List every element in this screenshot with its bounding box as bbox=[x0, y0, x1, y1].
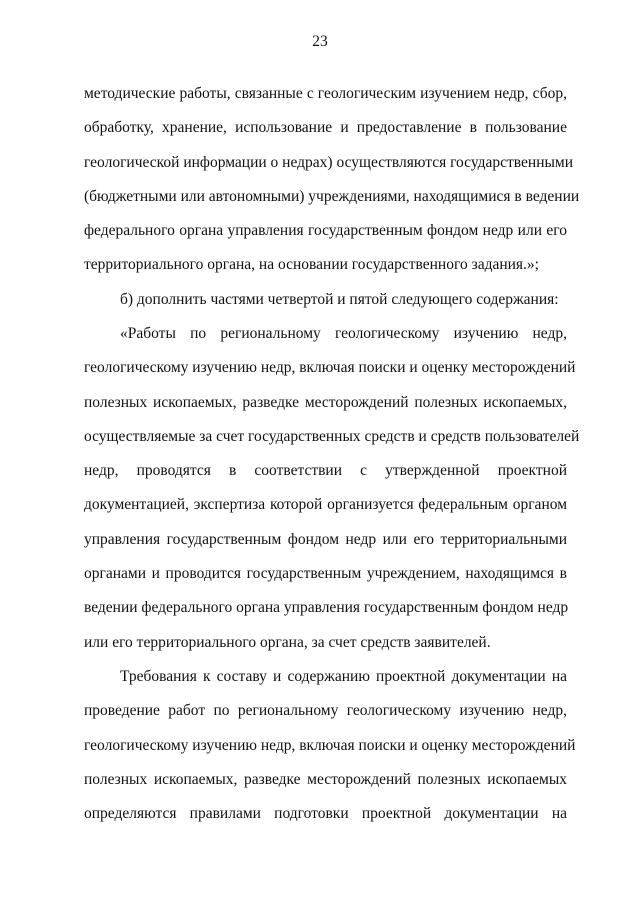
text-line: или его территориального органа, за счет средств заявителей. bbox=[84, 634, 491, 651]
text-line: «Работы по региональному геологическому изучению недр, bbox=[120, 325, 567, 342]
page-number: 23 bbox=[312, 33, 328, 50]
text-line: геологическому изучению недр, включая поиски и оценку месторождений bbox=[84, 737, 576, 754]
text-line: геологическому изучению недр, включая поиски и оценку месторождений bbox=[84, 359, 576, 376]
text-line: Требования к составу и содержанию проектной документации на bbox=[120, 668, 567, 685]
text-line: осуществляемые за счет государственных средств и средств пользователей bbox=[84, 428, 580, 445]
text-line: недр, проводятся в соответствии с утвержденной проектной bbox=[84, 462, 567, 479]
text-line: (бюджетными или автономными) учреждениями, находящимися в ведении bbox=[84, 188, 580, 205]
text-line: определяются правилами подготовки проектной документации на bbox=[84, 805, 567, 822]
text-line: геологической информации о недрах) осуществляются государственными bbox=[84, 154, 574, 171]
text-line: органами и проводится государственным учреждением, находящимся в bbox=[84, 565, 567, 582]
text-line: документацией, экспертиза которой организуется федеральным органом bbox=[84, 496, 567, 513]
text-line: управления государственным фондом недр или его территориальными bbox=[84, 531, 567, 548]
text-line: методические работы, связанные с геологическим изучением недр, сбор, bbox=[84, 85, 567, 102]
text-line: федерального органа управления государственным фондом недр или его bbox=[84, 222, 567, 239]
text-line: территориального органа, на основании государственного задания.»; bbox=[84, 256, 539, 273]
text-line: полезных ископаемых, разведке месторождений полезных ископаемых bbox=[84, 771, 567, 788]
text-line: ведении федерального органа управления государственным фондом недр bbox=[84, 599, 569, 616]
text-line: обработку, хранение, использование и предоставление в пользование bbox=[84, 119, 567, 136]
text-line: полезных ископаемых, разведке месторождений полезных ископаемых, bbox=[84, 394, 567, 411]
text-line: б) дополнить частями четвертой и пятой следующего содержания: bbox=[120, 291, 559, 308]
text-line: проведение работ по региональному геологическому изучению недр, bbox=[84, 702, 567, 719]
